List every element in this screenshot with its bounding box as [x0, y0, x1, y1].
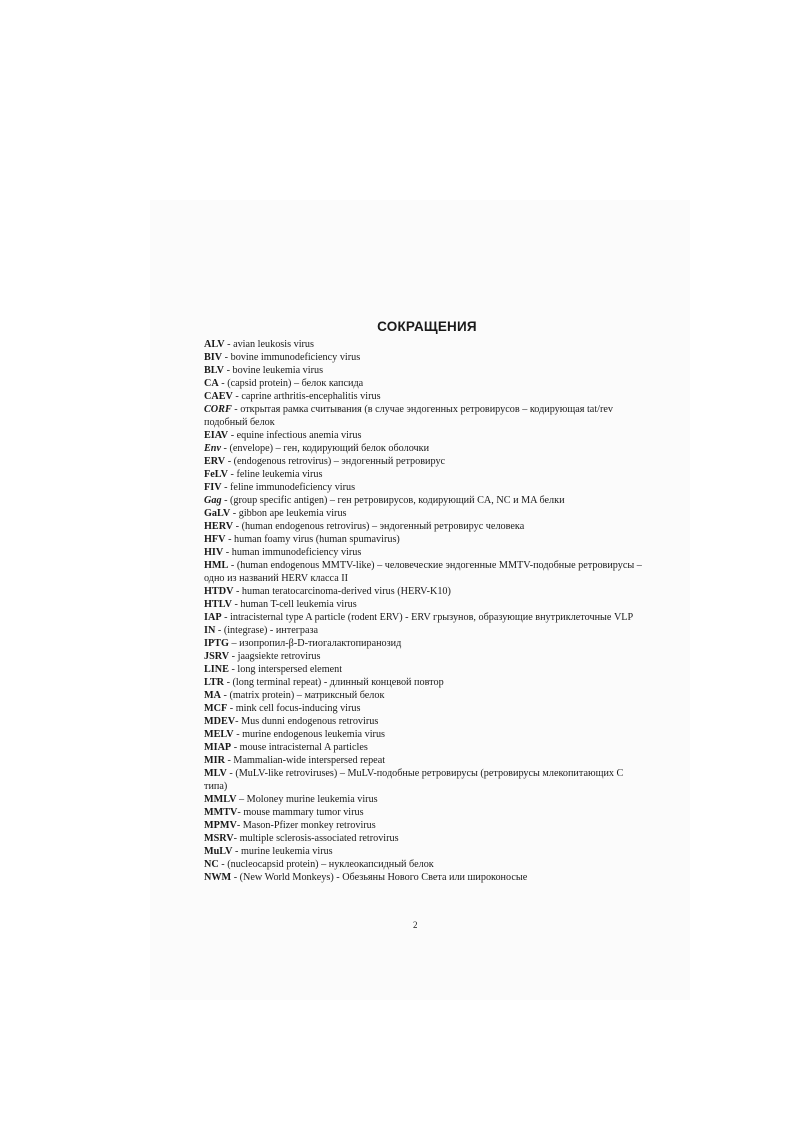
abbreviation-definition: - (human endogenous MMTV-like) – человеческие эндогенные MMTV-подобные ретровирусы – одно из названий HERV класса II [204, 560, 642, 584]
abbreviation-entry [204, 390, 644, 403]
abbreviation-term: CORF [204, 404, 232, 415]
abbreviation-definition: - (group specific antigen) – ген ретровирусов, кодирующий CA, NC и MA белки [221, 495, 565, 506]
abbreviation-entry [204, 377, 644, 390]
abbreviation-entry [204, 611, 644, 624]
abbreviation-term: ALV [204, 339, 225, 350]
abbreviation-term: MSRV [204, 833, 234, 844]
abbreviation-term: JSRV [204, 651, 230, 662]
abbreviation-definition: - (MuLV-like retroviruses) – MuLV-подобные ретровирусы (ретровирусы млекопитающих С типа) [204, 768, 624, 792]
abbreviation-entry [204, 559, 644, 585]
abbreviation-term: HIV [204, 547, 224, 558]
abbreviation-definition: - intracisternal type A particle (rodent ERV) - ERV грызунов, образующие внутриклеточные VLP [221, 612, 634, 623]
abbreviation-definition: - human T-cell leukemia virus [231, 599, 357, 610]
abbreviation-definition: - (nucleocapsid protein) – нуклеокапсидный белок [218, 859, 434, 870]
abbreviation-entry [204, 689, 644, 702]
abbreviation-entry [204, 715, 644, 728]
abbreviation-term: NWM [204, 872, 232, 883]
abbreviation-term: Gag [204, 495, 222, 506]
abbreviation-term: EIAV [204, 430, 229, 441]
abbreviation-term: GaLV [204, 508, 231, 519]
abbreviation-entry [204, 351, 644, 364]
abbreviation-entry [204, 546, 644, 559]
abbreviation-definition: - (New World Monkeys) - Обезьяны Нового Света или широконосые [231, 872, 528, 883]
abbreviation-entry [204, 806, 644, 819]
abbreviation-entry [204, 637, 644, 650]
abbreviation-term: MuLV [204, 846, 233, 857]
abbreviation-term: MELV [204, 729, 234, 740]
abbreviation-definition: - feline leukemia virus [227, 469, 323, 480]
abbreviation-term: BLV [204, 365, 225, 376]
abbreviation-entry [204, 871, 644, 884]
abbreviation-term: MMTV [204, 807, 238, 818]
abbreviation-definition: - (integrase) - интеграза [215, 625, 319, 636]
abbreviation-definition: - avian leukosis virus [224, 339, 314, 350]
abbreviation-term: MIAP [204, 742, 232, 753]
abbreviation-term: Env [204, 443, 221, 454]
abbreviation-definition: - feline immunodeficiency virus [221, 482, 356, 493]
abbreviation-entry [204, 767, 644, 793]
page-title: СОКРАЩЕНИЯ [377, 319, 477, 334]
abbreviation-definition: - human foamy virus (human spumavirus) [225, 534, 400, 545]
abbreviation-definition: - caprine arthritis-encephalitis virus [232, 391, 381, 402]
abbreviation-definition: - (human endogenous retrovirus) – эндогенный ретровирус человека [233, 521, 525, 532]
abbreviation-entry [204, 650, 644, 663]
abbreviation-entry [204, 481, 644, 494]
page-number: 2 [413, 920, 418, 930]
abbreviation-entry [204, 442, 644, 455]
abbreviation-entry [204, 793, 644, 806]
abbreviation-term: HTDV [204, 586, 234, 597]
abbreviation-definition: - multiple sclerosis-associated retrovirus [233, 833, 399, 844]
abbreviation-term: ERV [204, 456, 226, 467]
abbreviation-definition: - mouse mammary tumor virus [237, 807, 364, 818]
abbreviation-definition: - Mammalian-wide interspersed repeat [224, 755, 386, 766]
abbreviation-entry [204, 624, 644, 637]
abbreviation-definition: - (matrix protein) – матриксный белок [220, 690, 385, 701]
abbreviation-term: HERV [204, 521, 234, 532]
abbreviation-entry [204, 858, 644, 871]
abbreviation-term: LTR [204, 677, 225, 688]
abbreviation-entry [204, 728, 644, 741]
abbreviation-term: NC [204, 859, 219, 870]
abbreviation-term: HML [204, 560, 229, 571]
abbreviation-definition: - human teratocarcinoma-derived virus (HERV-K10) [233, 586, 451, 597]
abbreviation-entry [204, 338, 644, 351]
abbreviation-term: MCF [204, 703, 228, 714]
abbreviation-entry [204, 364, 644, 377]
abbreviations-section [204, 316, 644, 884]
abbreviation-definition: - equine infectious anemia virus [228, 430, 362, 441]
abbreviation-definition: - murine endogenous leukemia virus [233, 729, 386, 740]
abbreviation-term: IPTG [204, 638, 229, 649]
abbreviation-definition: - mouse intracisternal A particles [231, 742, 368, 753]
abbreviation-definition: - Mason-Pfizer monkey retrovirus [236, 820, 376, 831]
abbreviation-term: CAEV [204, 391, 233, 402]
abbreviation-definition: - bovine immunodeficiency virus [222, 352, 361, 363]
abbreviation-list [204, 338, 644, 884]
abbreviation-entry [204, 663, 644, 676]
abbreviation-term: HFV [204, 534, 226, 545]
abbreviation-definition: - Mus dunni endogenous retrovirus [235, 716, 379, 727]
abbreviation-term: MIR [204, 755, 225, 766]
abbreviation-entry [204, 455, 644, 468]
abbreviation-entry [204, 520, 644, 533]
abbreviation-definition: - (endogenous retrovirus) – эндогенный ретровирус [225, 456, 446, 467]
abbreviation-entry [204, 533, 644, 546]
abbreviation-entry [204, 845, 644, 858]
abbreviation-definition: - murine leukemia virus [232, 846, 333, 857]
abbreviation-term: MA [204, 690, 221, 701]
abbreviation-definition: - human immunodeficiency virus [223, 547, 362, 558]
abbreviation-entry [204, 741, 644, 754]
abbreviation-entry [204, 403, 644, 429]
abbreviation-entry [204, 468, 644, 481]
abbreviation-entry [204, 676, 644, 689]
abbreviation-entry [204, 598, 644, 611]
abbreviation-term: IN [204, 625, 216, 636]
abbreviation-term: FIV [204, 482, 222, 493]
abbreviation-term: BIV [204, 352, 223, 363]
abbreviation-entry [204, 585, 644, 598]
abbreviation-definition: – Moloney murine leukemia virus [236, 794, 378, 805]
abbreviation-definition: - jaagsiekte retrovirus [229, 651, 321, 662]
abbreviation-definition: – изопропил-β-D-тиогалактопиранозид [228, 638, 402, 649]
abbreviation-definition: - long interspersed element [228, 664, 343, 675]
abbreviation-definition: - (long terminal repeat) - длинный концевой повтор [224, 677, 444, 688]
abbreviation-entry [204, 507, 644, 520]
abbreviation-definition: - gibbon ape leukemia virus [230, 508, 347, 519]
abbreviation-term: MMLV [204, 794, 237, 805]
abbreviation-term: MDEV [204, 716, 236, 727]
abbreviation-entry [204, 429, 644, 442]
abbreviation-term: MPMV [204, 820, 237, 831]
abbreviation-entry [204, 754, 644, 767]
abbreviation-definition: - открытая рамка считывания (в случае эндогенных ретровирусов – кодирующая tat/rev подобный белок [204, 404, 613, 428]
abbreviation-definition: - (envelope) – ген, кодирующий белок оболочки [220, 443, 430, 454]
abbreviation-term: MLV [204, 768, 227, 779]
abbreviation-definition: - bovine leukemia virus [224, 365, 324, 376]
abbreviation-entry [204, 832, 644, 845]
abbreviation-term: HTLV [204, 599, 232, 610]
abbreviation-entry [204, 494, 644, 507]
abbreviation-entry [204, 702, 644, 715]
abbreviation-definition: - mink cell focus-inducing virus [227, 703, 361, 714]
abbreviation-term: FeLV [204, 469, 228, 480]
abbreviation-term: LINE [204, 664, 229, 675]
abbreviation-definition: - (capsid protein) – белок капсида [218, 378, 364, 389]
abbreviation-term: IAP [204, 612, 222, 623]
abbreviation-term: CA [204, 378, 219, 389]
abbreviation-entry [204, 819, 644, 832]
